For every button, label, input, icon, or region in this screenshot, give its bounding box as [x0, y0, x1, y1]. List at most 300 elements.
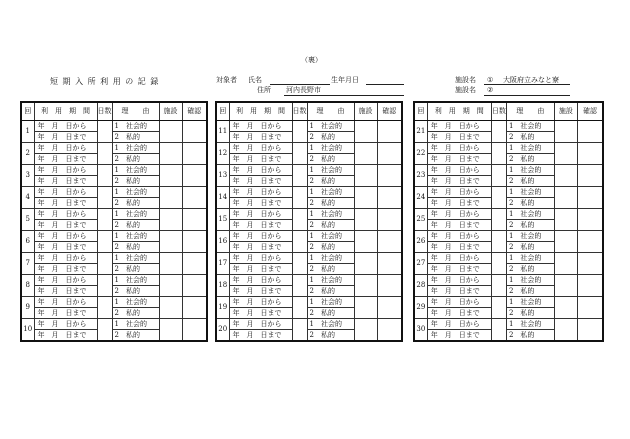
confirm-cell[interactable] — [578, 253, 603, 275]
period-month: 月 — [246, 176, 254, 185]
confirm-cell[interactable] — [182, 143, 207, 165]
confirm-cell[interactable] — [578, 187, 603, 209]
reason-private[interactable]: 2 私的 — [506, 330, 554, 342]
period-month: 月 — [444, 253, 452, 262]
period-from[interactable] — [229, 253, 292, 264]
period-to[interactable] — [427, 264, 491, 275]
confirm-cell[interactable] — [578, 165, 603, 187]
reason-social[interactable]: 1 社会的 — [307, 319, 354, 330]
days-cell[interactable] — [491, 297, 506, 319]
reason-private[interactable]: 2 私的 — [506, 308, 554, 319]
period-from[interactable] — [427, 231, 491, 242]
period-to[interactable] — [229, 308, 292, 319]
period-to[interactable] — [229, 198, 292, 209]
period-month: 月 — [246, 264, 254, 273]
reason-social[interactable]: 1 社会的 — [307, 253, 354, 264]
period-to[interactable] — [229, 242, 292, 253]
address-field[interactable] — [284, 86, 404, 96]
period-to[interactable] — [427, 242, 491, 253]
confirm-cell[interactable] — [377, 165, 402, 187]
reason-private[interactable]: 2 私的 — [506, 242, 554, 253]
facility-cell[interactable] — [354, 319, 377, 342]
days-cell[interactable] — [97, 209, 112, 231]
facility-cell[interactable] — [554, 319, 577, 342]
reason-private[interactable]: 2 私的 — [112, 176, 159, 187]
period-to[interactable] — [427, 154, 491, 165]
facility-cell[interactable] — [554, 231, 577, 253]
period-month: 月 — [246, 143, 254, 152]
confirm-cell[interactable] — [578, 319, 603, 342]
period-year: 年 — [430, 297, 438, 306]
days-cell[interactable] — [97, 143, 112, 165]
header-period: 利 用 期 間 — [427, 102, 491, 121]
days-cell[interactable] — [97, 231, 112, 253]
period-from[interactable] — [34, 209, 97, 220]
header-days: 日数 — [491, 102, 506, 121]
days-cell[interactable] — [292, 275, 307, 297]
period-year: 年 — [37, 231, 45, 240]
period-year: 年 — [430, 330, 438, 339]
row-number: 26 — [414, 231, 427, 253]
reason-private[interactable]: 2 私的 — [506, 132, 554, 143]
reason-social[interactable]: 1 社会的 — [307, 143, 354, 154]
reason-social[interactable]: 1 社会的 — [307, 297, 354, 308]
reason-private[interactable]: 2 私的 — [112, 264, 159, 275]
reason-social[interactable]: 1 社会的 — [307, 231, 354, 242]
period-year: 年 — [430, 187, 438, 196]
confirm-cell[interactable] — [377, 275, 402, 297]
facility-cell[interactable] — [554, 165, 577, 187]
facility-cell[interactable] — [159, 187, 182, 209]
reason-private[interactable]: 2 私的 — [506, 198, 554, 209]
reason-social[interactable]: 1 社会的 — [506, 319, 554, 330]
confirm-cell[interactable] — [377, 319, 402, 342]
reason-social[interactable]: 1 社会的 — [307, 187, 354, 198]
facility-cell[interactable] — [554, 187, 577, 209]
reason-private[interactable]: 2 私的 — [307, 176, 354, 187]
facility-cell[interactable] — [354, 275, 377, 297]
period-to-suffix: 日まで — [458, 242, 480, 251]
period-to[interactable] — [427, 330, 491, 342]
days-cell[interactable] — [97, 165, 112, 187]
period-to-suffix: 日まで — [65, 176, 87, 185]
period-to[interactable] — [229, 330, 292, 342]
period-to-suffix: 日まで — [65, 286, 87, 295]
days-cell[interactable] — [292, 253, 307, 275]
period-from[interactable] — [34, 253, 97, 264]
confirm-cell[interactable] — [377, 121, 402, 143]
reason-private[interactable]: 2 私的 — [307, 242, 354, 253]
confirm-cell[interactable] — [182, 275, 207, 297]
period-from-suffix: 日から — [458, 165, 480, 174]
period-year: 年 — [232, 297, 240, 306]
reason-private[interactable]: 2 私的 — [307, 330, 354, 342]
period-to[interactable] — [427, 220, 491, 231]
reason-private[interactable]: 2 私的 — [112, 330, 159, 342]
period-month: 月 — [51, 242, 59, 251]
period-to[interactable] — [229, 176, 292, 187]
reason-private[interactable]: 2 私的 — [506, 176, 554, 187]
dob-field[interactable] — [366, 75, 404, 85]
period-to[interactable] — [229, 154, 292, 165]
period-month: 月 — [444, 319, 452, 328]
period-from[interactable] — [34, 165, 97, 176]
period-from-suffix: 日から — [458, 319, 480, 328]
period-year: 年 — [430, 165, 438, 174]
period-to[interactable] — [34, 264, 97, 275]
period-month: 月 — [444, 143, 452, 152]
period-to[interactable] — [34, 308, 97, 319]
reason-private[interactable]: 2 私的 — [112, 132, 159, 143]
facility-cell[interactable] — [354, 121, 377, 143]
period-year: 年 — [37, 209, 45, 218]
reason-social[interactable]: 1 社会的 — [506, 231, 554, 242]
facility-cell[interactable] — [159, 319, 182, 342]
row-number: 14 — [216, 187, 229, 209]
period-to[interactable] — [427, 176, 491, 187]
days-cell[interactable] — [292, 121, 307, 143]
period-from[interactable] — [229, 165, 292, 176]
period-from[interactable] — [34, 275, 97, 286]
days-cell[interactable] — [97, 319, 112, 342]
period-to[interactable] — [34, 176, 97, 187]
facility-cell[interactable] — [354, 297, 377, 319]
period-month: 月 — [444, 121, 452, 130]
name-label: 氏名 — [248, 76, 262, 84]
days-cell[interactable] — [292, 143, 307, 165]
days-cell[interactable] — [491, 319, 506, 342]
reason-social[interactable]: 1 社会的 — [112, 143, 159, 154]
period-year: 年 — [37, 242, 45, 251]
days-cell[interactable] — [491, 253, 506, 275]
period-to[interactable] — [34, 220, 97, 231]
days-cell[interactable] — [491, 187, 506, 209]
confirm-cell[interactable] — [578, 297, 603, 319]
period-from-suffix: 日から — [65, 319, 87, 328]
table-row — [414, 209, 603, 220]
confirm-cell[interactable] — [182, 165, 207, 187]
table-row — [414, 143, 603, 154]
reason-private[interactable]: 2 私的 — [112, 154, 159, 165]
period-year: 年 — [232, 231, 240, 240]
period-from-suffix: 日から — [260, 319, 282, 328]
reason-private[interactable]: 2 私的 — [506, 264, 554, 275]
reason-private[interactable]: 2 私的 — [307, 286, 354, 297]
period-from-suffix: 日から — [458, 121, 480, 130]
facility-cell[interactable] — [159, 165, 182, 187]
days-cell[interactable] — [292, 297, 307, 319]
period-from[interactable] — [34, 231, 97, 242]
period-to[interactable] — [34, 198, 97, 209]
period-month: 月 — [444, 330, 452, 339]
period-year: 年 — [37, 154, 45, 163]
table-row — [414, 253, 603, 264]
days-cell[interactable] — [491, 275, 506, 297]
name-field[interactable] — [270, 75, 330, 85]
reason-social[interactable]: 1 社会的 — [112, 275, 159, 286]
period-year: 年 — [232, 286, 240, 295]
reason-social[interactable]: 1 社会的 — [307, 275, 354, 286]
reason-social[interactable]: 1 社会的 — [112, 319, 159, 330]
period-to-suffix: 日まで — [65, 154, 87, 163]
period-to[interactable] — [34, 132, 97, 143]
period-from-suffix: 日から — [65, 121, 87, 130]
reason-social[interactable]: 1 社会的 — [506, 165, 554, 176]
days-cell[interactable] — [97, 253, 112, 275]
period-month: 月 — [246, 242, 254, 251]
period-to[interactable] — [229, 220, 292, 231]
period-from[interactable] — [427, 187, 491, 198]
period-month: 月 — [51, 297, 59, 306]
facility-cell[interactable] — [159, 143, 182, 165]
reason-social[interactable]: 1 社会的 — [112, 297, 159, 308]
period-year: 年 — [430, 231, 438, 240]
reason-private[interactable]: 2 私的 — [112, 308, 159, 319]
period-to-suffix: 日まで — [260, 286, 282, 295]
period-to-suffix: 日まで — [260, 154, 282, 163]
confirm-cell[interactable] — [182, 121, 207, 143]
confirm-cell[interactable] — [377, 209, 402, 231]
confirm-cell[interactable] — [182, 231, 207, 253]
period-to[interactable] — [34, 154, 97, 165]
row-number: 4 — [21, 187, 34, 209]
header-reason: 理 由 — [307, 102, 354, 121]
facility-cell[interactable] — [159, 253, 182, 275]
days-cell[interactable] — [491, 143, 506, 165]
facility-cell[interactable] — [554, 253, 577, 275]
confirm-cell[interactable] — [578, 209, 603, 231]
period-from-suffix: 日から — [458, 275, 480, 284]
period-from[interactable] — [427, 121, 491, 132]
reason-private[interactable]: 2 私的 — [506, 154, 554, 165]
period-month: 月 — [246, 275, 254, 284]
facility-cell[interactable] — [554, 297, 577, 319]
days-cell[interactable] — [292, 319, 307, 342]
reason-private[interactable]: 2 私的 — [112, 242, 159, 253]
period-to[interactable] — [34, 286, 97, 297]
days-cell[interactable] — [292, 165, 307, 187]
days-cell[interactable] — [292, 209, 307, 231]
period-month: 月 — [51, 286, 59, 295]
period-to[interactable] — [427, 132, 491, 143]
table-row — [216, 121, 402, 132]
period-from[interactable] — [229, 231, 292, 242]
days-cell[interactable] — [491, 209, 506, 231]
facility-cell[interactable] — [354, 209, 377, 231]
period-to[interactable] — [229, 286, 292, 297]
period-month: 月 — [444, 297, 452, 306]
reason-social[interactable]: 1 社会的 — [506, 187, 554, 198]
period-month: 月 — [51, 209, 59, 218]
days-cell[interactable] — [292, 187, 307, 209]
facility-cell[interactable] — [554, 275, 577, 297]
period-year: 年 — [232, 209, 240, 218]
table-header-row — [414, 102, 603, 121]
period-from[interactable] — [34, 143, 97, 154]
facility-cell[interactable] — [159, 121, 182, 143]
period-month: 月 — [246, 220, 254, 229]
reason-private[interactable]: 2 私的 — [112, 286, 159, 297]
period-to-suffix: 日まで — [260, 264, 282, 273]
confirm-cell[interactable] — [377, 143, 402, 165]
confirm-cell[interactable] — [377, 187, 402, 209]
reason-private[interactable]: 2 私的 — [307, 154, 354, 165]
period-from[interactable] — [427, 275, 491, 286]
usage-log-table-2 — [215, 101, 403, 342]
period-year: 年 — [232, 154, 240, 163]
reason-private[interactable]: 2 私的 — [307, 198, 354, 209]
confirm-cell[interactable] — [578, 121, 603, 143]
confirm-cell[interactable] — [578, 143, 603, 165]
confirm-cell[interactable] — [377, 231, 402, 253]
facility-cell[interactable] — [354, 231, 377, 253]
row-number: 29 — [414, 297, 427, 319]
period-month: 月 — [444, 187, 452, 196]
reason-social[interactable]: 1 社会的 — [112, 231, 159, 242]
period-from[interactable] — [427, 253, 491, 264]
period-to[interactable] — [427, 286, 491, 297]
period-month: 月 — [246, 253, 254, 262]
period-year: 年 — [232, 176, 240, 185]
reason-private[interactable]: 2 私的 — [307, 220, 354, 231]
reason-social[interactable]: 1 社会的 — [506, 143, 554, 154]
period-year: 年 — [232, 253, 240, 262]
side-mark: （裏） — [301, 56, 322, 64]
period-from[interactable] — [229, 319, 292, 330]
days-cell[interactable] — [97, 275, 112, 297]
period-from[interactable] — [427, 165, 491, 176]
reason-social[interactable]: 1 社会的 — [112, 121, 159, 132]
period-from[interactable] — [229, 121, 292, 132]
facility-cell[interactable] — [354, 253, 377, 275]
confirm-cell[interactable] — [182, 187, 207, 209]
reason-private[interactable]: 2 私的 — [112, 198, 159, 209]
reason-private[interactable]: 2 私的 — [307, 264, 354, 275]
period-from[interactable] — [229, 209, 292, 220]
period-to-suffix: 日まで — [260, 308, 282, 317]
reason-social[interactable]: 1 社会的 — [307, 121, 354, 132]
period-year: 年 — [430, 143, 438, 152]
confirm-cell[interactable] — [578, 275, 603, 297]
facility-cell[interactable] — [554, 209, 577, 231]
confirm-cell[interactable] — [182, 253, 207, 275]
facility-cell[interactable] — [354, 165, 377, 187]
period-from[interactable] — [229, 275, 292, 286]
table-row — [21, 121, 207, 132]
period-to[interactable] — [34, 330, 97, 342]
period-month: 月 — [51, 176, 59, 185]
period-month: 月 — [246, 154, 254, 163]
period-from[interactable] — [229, 187, 292, 198]
reason-social[interactable]: 1 社会的 — [506, 121, 554, 132]
period-to[interactable] — [229, 132, 292, 143]
period-month: 月 — [246, 209, 254, 218]
period-from[interactable] — [229, 297, 292, 308]
reason-private[interactable]: 2 私的 — [307, 132, 354, 143]
period-from[interactable] — [427, 297, 491, 308]
period-from-suffix: 日から — [260, 121, 282, 130]
period-year: 年 — [232, 330, 240, 339]
reason-social[interactable]: 1 社会的 — [506, 209, 554, 220]
period-from[interactable] — [427, 143, 491, 154]
confirm-cell[interactable] — [377, 297, 402, 319]
facility-cell[interactable] — [554, 143, 577, 165]
facility-field-2[interactable] — [484, 86, 570, 96]
header-no: 回 — [414, 102, 427, 121]
period-from[interactable] — [427, 319, 491, 330]
period-from[interactable] — [34, 319, 97, 330]
reason-social[interactable]: 1 社会的 — [112, 209, 159, 220]
reason-social[interactable]: 1 社会的 — [307, 165, 354, 176]
facility-cell[interactable] — [159, 231, 182, 253]
reason-private[interactable]: 2 私的 — [506, 220, 554, 231]
reason-private[interactable]: 2 私的 — [307, 308, 354, 319]
confirm-cell[interactable] — [578, 231, 603, 253]
row-number: 19 — [216, 297, 229, 319]
reason-private[interactable]: 2 私的 — [112, 220, 159, 231]
period-to[interactable] — [427, 308, 491, 319]
confirm-cell[interactable] — [182, 209, 207, 231]
confirm-cell[interactable] — [377, 253, 402, 275]
row-number: 15 — [216, 209, 229, 231]
days-cell[interactable] — [292, 231, 307, 253]
facility-cell[interactable] — [159, 297, 182, 319]
reason-social[interactable]: 1 社会的 — [506, 253, 554, 264]
period-to[interactable] — [427, 198, 491, 209]
period-month: 月 — [444, 308, 452, 317]
reason-private[interactable]: 2 私的 — [506, 286, 554, 297]
table-row — [414, 165, 603, 176]
reason-social[interactable]: 1 社会的 — [112, 253, 159, 264]
facility-cell[interactable] — [159, 275, 182, 297]
period-year: 年 — [232, 198, 240, 207]
period-to[interactable] — [229, 264, 292, 275]
confirm-cell[interactable] — [182, 297, 207, 319]
days-cell[interactable] — [97, 121, 112, 143]
period-from[interactable] — [34, 121, 97, 132]
days-cell[interactable] — [491, 231, 506, 253]
facility-cell[interactable] — [354, 143, 377, 165]
facility-cell[interactable] — [159, 209, 182, 231]
period-to[interactable] — [34, 242, 97, 253]
table-row — [414, 275, 603, 286]
period-year: 年 — [430, 220, 438, 229]
period-month: 月 — [444, 165, 452, 174]
days-cell[interactable] — [97, 297, 112, 319]
reason-social[interactable]: 1 社会的 — [506, 275, 554, 286]
period-from[interactable] — [34, 297, 97, 308]
period-from[interactable] — [34, 187, 97, 198]
period-from[interactable] — [427, 209, 491, 220]
period-month: 月 — [51, 275, 59, 284]
confirm-cell[interactable] — [182, 319, 207, 342]
row-number: 6 — [21, 231, 34, 253]
table-row — [21, 297, 207, 308]
period-year: 年 — [232, 121, 240, 130]
facility-field-1[interactable] — [484, 75, 570, 85]
days-cell[interactable] — [97, 187, 112, 209]
facility-cell[interactable] — [554, 121, 577, 143]
days-cell[interactable] — [491, 121, 506, 143]
reason-social[interactable]: 1 社会的 — [112, 165, 159, 176]
days-cell[interactable] — [491, 165, 506, 187]
facility-cell[interactable] — [354, 187, 377, 209]
period-from-suffix: 日から — [458, 209, 480, 218]
reason-social[interactable]: 1 社会的 — [112, 187, 159, 198]
reason-social[interactable]: 1 社会的 — [506, 297, 554, 308]
period-from[interactable] — [229, 143, 292, 154]
reason-social[interactable]: 1 社会的 — [307, 209, 354, 220]
